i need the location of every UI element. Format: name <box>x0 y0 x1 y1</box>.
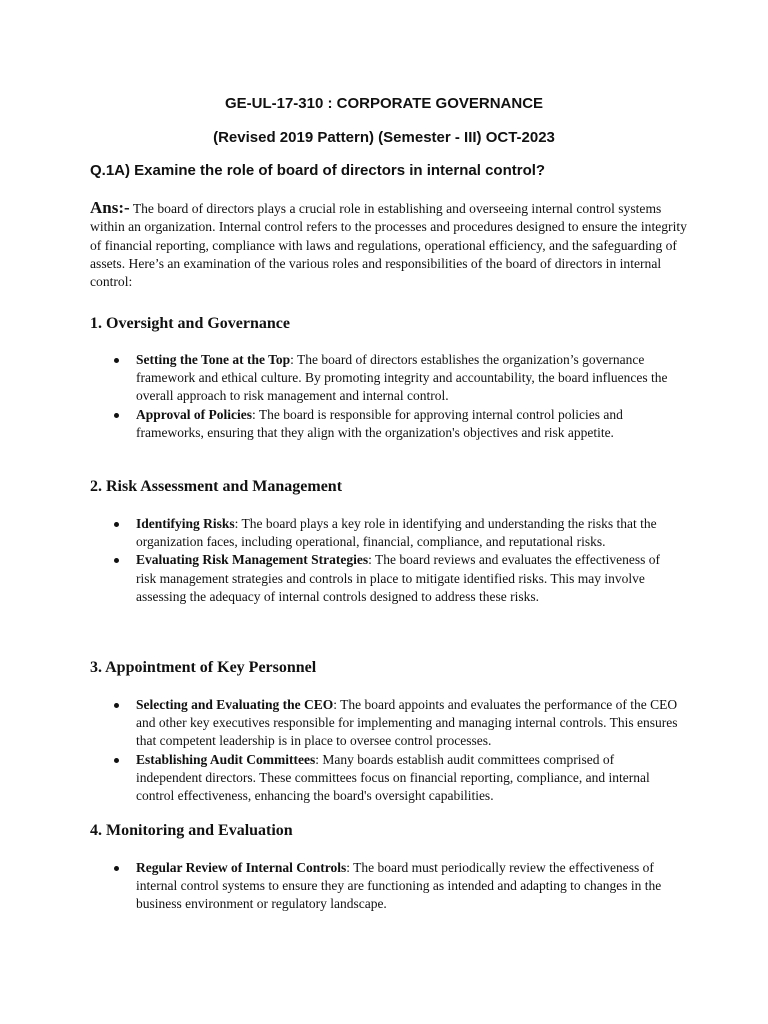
item-text: : The board of directors establishes the organization’s governance framework and ethical culture. By promoting integrity and accountability, the board influences the overall approach to risk management and internal control. <box>136 352 668 404</box>
bullet-icon <box>114 413 119 418</box>
list-item <box>92 859 682 914</box>
bullet-icon <box>114 703 119 708</box>
section-list-oversight <box>92 351 682 442</box>
section-heading-oversight: 1. Oversight and Governance <box>90 315 290 332</box>
section-heading-risk: 2. Risk Assessment and Management <box>90 478 343 495</box>
list-item <box>92 406 682 442</box>
item-text: : The board appoints and evaluates the performance of the CEO and other key executives responsible for implementing and managing internal controls. This ensures that competent leadership is in place to oversee control processes. <box>136 697 678 749</box>
item-term: Establishing Audit Committees <box>136 751 316 767</box>
item-term: Selecting and Evaluating the CEO <box>136 697 334 712</box>
section-heading-monitoring: 4. Monitoring and Evaluation <box>90 822 293 839</box>
item-term: Identifying Risks <box>136 516 235 531</box>
bullet-icon <box>114 866 119 871</box>
item-text: : The board plays a key role in identifying and understanding the risks that the organization faces, including operational, financial, compliance, and reputational risks. <box>136 516 657 550</box>
section-list-personnel <box>92 696 682 805</box>
list-item <box>92 515 682 551</box>
section-heading-personnel: 3. Appointment of Key Personnel <box>90 659 317 676</box>
item-text: : Many boards establish audit committees comprised of independent directors. These committees focus on financial reporting, compliance, and internal control effectiveness, enhancing the board's oversight capabilities. <box>136 751 650 804</box>
answer-text: The board of directors plays a crucial role in establishing and overseeing internal control systems within an organization. Internal control refers to the processes and procedures designed to ensure the integrity of financial reporting, compliance with laws and regulations, operational efficiency, and the safeguarding of assets. Here’s an examination of the various roles and responsibilities of the board of directors in internal control: <box>90 201 687 290</box>
item-term: Regular Review of Internal Controls <box>136 860 347 875</box>
list-item <box>92 551 682 606</box>
list-item <box>92 751 682 806</box>
question-heading: Q.1A) Examine the role of board of directors in internal control? <box>90 162 546 179</box>
bullet-icon <box>114 558 119 563</box>
item-text: : The board is responsible for approving internal control policies and frameworks, ensuring that they align with the organization's objectives and risk appetite. <box>136 406 623 440</box>
answer-paragraph <box>90 199 690 291</box>
list-item <box>92 351 682 406</box>
bullet-icon <box>114 758 119 763</box>
course-title: GE-UL-17-310 : CORPORATE GOVERNANCE <box>224 95 544 112</box>
item-text: : The board must periodically review the effectiveness of internal control systems to ensure they are functioning as intended and adapting to changes in the business environment or regulatory landscape. <box>136 860 662 912</box>
list-item <box>92 696 682 751</box>
item-term: Setting the Tone at the Top <box>136 352 291 367</box>
bullet-icon <box>114 358 119 363</box>
answer-label: Ans:- <box>90 198 130 217</box>
section-list-monitoring <box>92 859 682 914</box>
bullet-icon <box>114 522 119 527</box>
item-term: Evaluating Risk Management Strategies <box>136 552 369 568</box>
item-text: : The board reviews and evaluates the effectiveness of risk management strategies and controls in place to mitigate identified risks. This may involve assessing the adequacy of internal controls designed to address these risks. <box>136 552 661 604</box>
item-term: Approval of Policies <box>136 406 252 422</box>
section-list-risk <box>92 515 682 606</box>
exam-info: (Revised 2019 Pattern) (Semester - III) OCT-2023 <box>213 129 555 146</box>
